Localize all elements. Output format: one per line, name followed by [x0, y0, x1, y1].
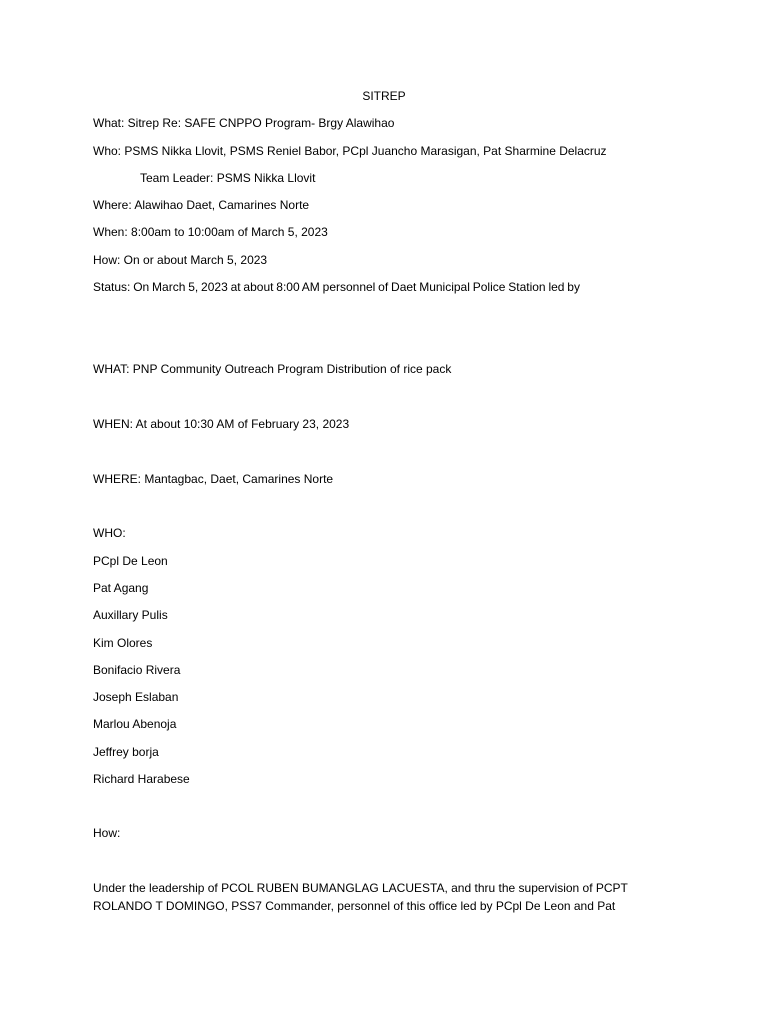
sitrep-who: Who: PSMS Nikka Llovit, PSMS Reniel Babor, PCpl Juancho Marasigan, Pat Sharmine Delacruz	[93, 144, 607, 158]
sitrep-when: When: 8:00am to 10:00am of March 5, 2023	[93, 225, 328, 239]
outreach-how-label: How:	[93, 826, 121, 840]
who-list-item: PCpl De Leon	[93, 554, 168, 568]
who-list-item: Joseph Eslaban	[93, 690, 179, 704]
outreach-when: WHEN: At about 10:30 AM of February 23, 2023	[93, 417, 350, 431]
who-list-item: Jeffrey borja	[93, 745, 159, 759]
sitrep-where: Where: Alawihao Daet, Camarines Norte	[93, 198, 310, 212]
sitrep-what: What: Sitrep Re: SAFE CNPPO Program- Brgy Alawihao	[93, 116, 395, 130]
outreach-how-paragraph: Under the leadership of PCOL RUBEN BUMANGLAG LACUESTA, and thru the supervision of PCPT ROLANDO T DOMINGO, PSS7 Commander, personnel of this office led by PCpl De Leon and Pat	[93, 881, 628, 913]
who-list-item: Kim Olores	[93, 636, 153, 650]
sitrep-title: SITREP	[362, 89, 406, 103]
who-list-item: Bonifacio Rivera	[93, 663, 181, 677]
who-list-item: Pat Agang	[93, 581, 149, 595]
outreach-where: WHERE: Mantagbac, Daet, Camarines Norte	[93, 472, 334, 486]
outreach-who-label: WHO:	[93, 526, 126, 540]
outreach-what: WHAT: PNP Community Outreach Program Distribution of rice pack	[93, 362, 452, 376]
who-list-item: Auxillary Pulis	[93, 608, 168, 622]
who-list-item: Richard Harabese	[93, 772, 190, 786]
sitrep-status: Status: On March 5, 2023 at about 8:00 AM personnel of Daet Municipal Police Station led by	[93, 280, 580, 294]
sitrep-team-leader: Team Leader: PSMS Nikka Llovit	[140, 171, 316, 185]
who-list-item: Marlou Abenoja	[93, 717, 177, 731]
sitrep-how: How: On or about March 5, 2023	[93, 253, 268, 267]
